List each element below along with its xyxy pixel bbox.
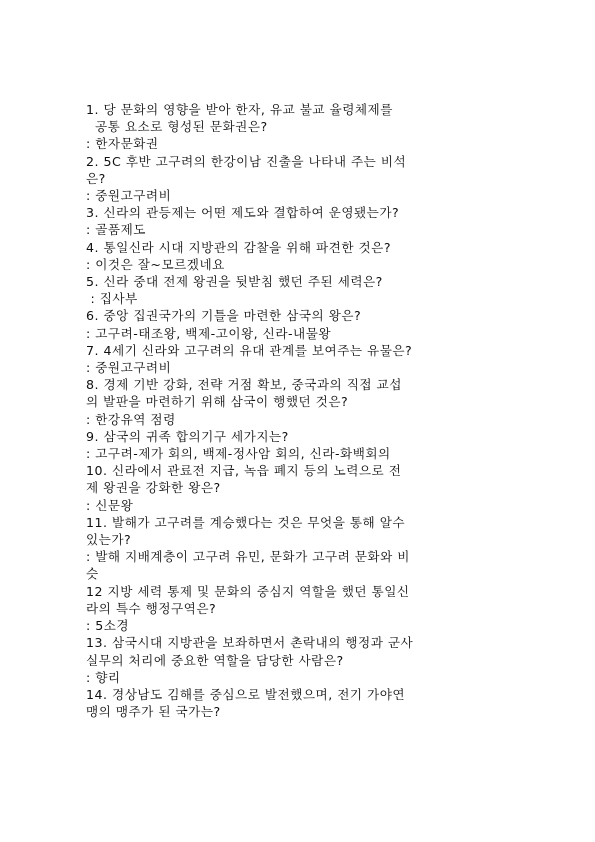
question-13-line-1: 13. 삼국시대 지방관을 보좌하면서 촌락내의 행정과 군사 [86,635,414,651]
question-13-line-2: 실무의 처리에 중요한 역할을 담당한 사람은? [86,652,344,668]
answer-13: : 향리 [86,669,121,685]
answer-4: : 이것은 잘~모르겠네요 [86,256,225,272]
question-4: 4. 통일신라 시대 지방관의 감찰을 위해 파견한 것은? [86,239,392,255]
answer-3: : 골품제도 [86,222,146,238]
question-1-line-1: 1. 당 문화의 영향을 받아 한자, 유교 불교 율령체제를 [86,102,393,117]
answer-7: : 중원고구려비 [86,360,172,376]
answer-9: : 고구려-제가 회의, 백제-정사암 회의, 신라-화백회의 [86,446,391,462]
answer-8: : 한강유역 점령 [86,411,176,427]
question-14-line-2: 맹의 맹주가 된 국가는? [86,704,221,720]
question-12-line-1: 12 지방 세력 통제 및 문화의 중심지 역할을 했던 통일신 [86,583,410,599]
answer-10: : 신문왕 [86,497,134,513]
question-14-line-1: 14. 경상남도 김해를 중심으로 발전했으며, 전기 가야연 [86,686,406,702]
question-9: 9. 삼국의 귀족 합의기구 세가지는? [86,428,289,444]
question-2-line-2: 은? [86,170,106,186]
question-11-line-1: 11. 발해가 고구려를 계승했다는 것은 무엇을 통해 알수 [86,514,406,530]
question-2-line-1: 2. 5C 후반 고구려의 한강이남 진출을 나타내 주는 비석 [86,153,407,169]
question-6: 6. 중앙 집권국가의 기틀을 마련한 삼국의 왕은? [86,308,362,324]
answer-6: : 고구려-태조왕, 백제-고이왕, 신라-내물왕 [86,325,332,341]
question-10-line-2: 제 왕권을 강화한 왕은? [86,480,221,496]
question-11-line-2: 있는가? [86,532,132,548]
question-3: 3. 신라의 관등제는 어떤 제도와 결합하여 운영됐는가? [86,205,400,221]
answer-11-line-2: 슷 [86,566,99,582]
answer-5: : 집사부 [86,291,138,307]
question-8-line-1: 8. 경제 기반 강화, 전략 거점 확보, 중국과의 직접 교섭 [86,377,402,393]
question-5: 5. 신라 중대 전제 왕권을 뒷받침 했던 주된 세력은? [86,274,383,290]
answer-2: : 중원고구려비 [86,188,172,204]
qa-text-body [86,101,516,720]
question-1-line-2: 공통 요소로 형성된 문화권은? [86,119,268,135]
answer-11-line-1: : 발해 지배계층이 고구려 유민, 문화가 고구려 문화와 비 [86,549,410,565]
question-12-line-2: 라의 특수 행정구역은? [86,600,217,616]
answer-12: : 5소경 [86,618,130,634]
answer-1: : 한자문화권 [86,136,159,152]
question-7: 7. 4세기 신라와 고구려의 유대 관계를 보여주는 유물은? [86,342,413,358]
question-8-line-2: 의 발판을 마련하기 위해 삼국이 행했던 것은? [86,394,349,410]
question-10-line-1: 10. 신라에서 관료전 지급, 녹읍 폐지 등의 노력으로 전 [86,463,402,479]
